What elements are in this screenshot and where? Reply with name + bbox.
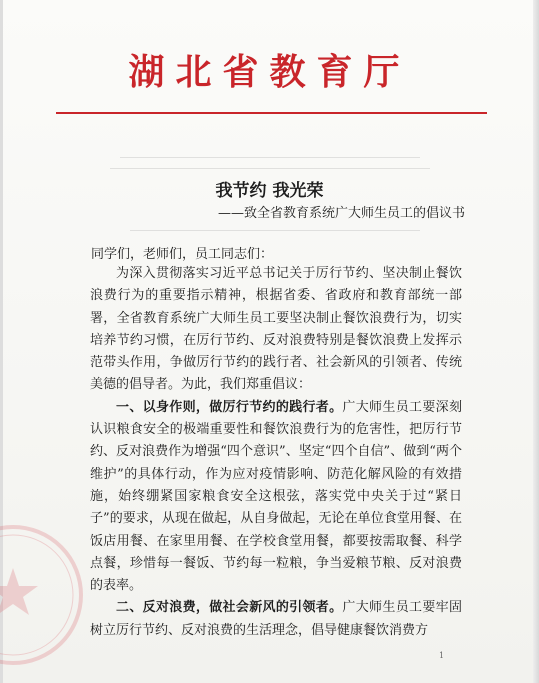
scan-edge-right — [533, 0, 539, 683]
item-2-text: 广大师生员工要牢固树立厉行节约、反对浪费的生活理念，倡导健康餐饮消费方 — [90, 600, 462, 638]
letterhead-title: 湖北省教育厅 — [128, 51, 411, 93]
page-number: 1 — [439, 651, 445, 660]
item-1-heading: 一、以身作则，做厉行节约的践行者。 — [116, 399, 343, 415]
item-2-paragraph — [90, 597, 462, 642]
official-seal-stamp-icon — [0, 520, 88, 670]
document-body — [90, 263, 462, 642]
item-1-text: 广大师生员工要深刻认识粮食安全的极端重要性和餐饮浪费行为的危害性，把厉行节约、反对浪费作为增强“四个意识”、坚定“四个自信”、做到“两个维护”的具体行动，作为应对疫情影响、防范化解风险的有效措施，始终绷紧国家粮食安全这根弦，落实党中央关于过“紧日子”的要求，从现在做起，从自身做起，无论在单位食堂用餐、在饭店用餐、在家里用餐、在学校食堂用餐，都要按需取餐、科学点餐，珍惜每一餐饭、节约每一粒粮，争当爱粮节粮、反对浪费的表率。 — [90, 399, 462, 594]
intro-paragraph: 为深入贯彻落实习近平总书记关于厉行节约、坚决制止餐饮浪费行为的重要指示精神，根据省委、省政府和教育部统一部署，全省教育系统广大师生员工要坚决制止餐饮浪费行为，切实培养节约习惯，在厉行节约、反对浪费特别是餐饮浪费上发挥示范带头作用，争做厉行节约的践行者、社会新风的引领者、传统美德的倡导者。为此，我们郑重倡议： — [90, 266, 462, 393]
salutation: 同学们，老师们，员工同志们： — [91, 247, 274, 262]
item-1-paragraph — [90, 397, 462, 598]
bleed-through-line — [130, 230, 420, 231]
bleed-through-line — [110, 168, 430, 169]
letterhead-rule — [56, 112, 487, 114]
bleed-through-line — [120, 157, 420, 158]
document-title: 我节约 我光荣 — [215, 181, 324, 201]
item-2-heading: 二、反对浪费，做社会新风的引领者。 — [116, 600, 343, 616]
document-subtitle: ——致全省教育系统广大师生员工的倡议书 — [218, 206, 466, 221]
